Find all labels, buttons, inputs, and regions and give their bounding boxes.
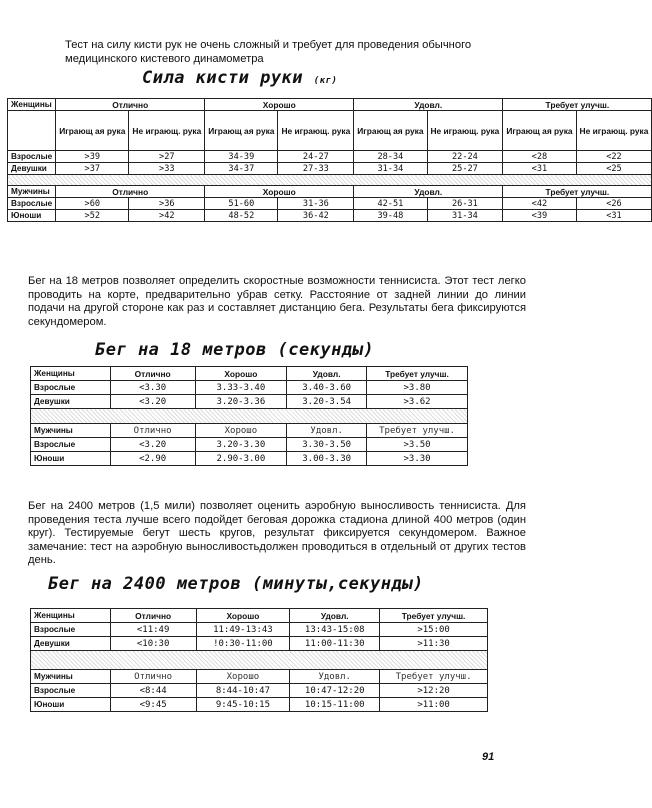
cell: 11:49-13:43 bbox=[196, 623, 290, 637]
grip-title-text: Сила кисти руки bbox=[142, 68, 304, 88]
row-label: Девушки bbox=[31, 637, 111, 651]
table-row bbox=[8, 198, 652, 210]
header-cell: Хорошо bbox=[195, 424, 287, 438]
cell: <3.20 bbox=[110, 438, 195, 452]
cell: 42-51 bbox=[354, 198, 427, 210]
page-number: 91 bbox=[482, 751, 495, 763]
table-row bbox=[31, 438, 468, 452]
header-cell: Женщины bbox=[31, 367, 111, 381]
cell: 9:45-10:15 bbox=[196, 698, 290, 712]
cell: 8:44-10:47 bbox=[196, 684, 290, 698]
table-row bbox=[31, 452, 468, 466]
cell: <42 bbox=[503, 198, 576, 210]
cell: >39 bbox=[56, 151, 129, 163]
cell: 3.20-3.54 bbox=[287, 395, 367, 409]
cell: <8:44 bbox=[110, 684, 196, 698]
cell: 10:15-11:00 bbox=[290, 698, 380, 712]
row-label: Взрослые bbox=[31, 438, 111, 452]
row-label: Взрослые bbox=[8, 198, 56, 210]
row-label: Юноши bbox=[31, 698, 111, 712]
header-cell: Хорошо bbox=[196, 609, 290, 623]
cell: >52 bbox=[56, 210, 129, 222]
cell: <3.20 bbox=[110, 395, 195, 409]
cell: <9:45 bbox=[110, 698, 196, 712]
intro-paragraph: Тест на силу кисти рук не очень сложный и требует для проведения обычного медицинского кистевого динамометра bbox=[65, 39, 472, 65]
grip-title bbox=[142, 68, 337, 88]
cell: 24-27 bbox=[278, 151, 354, 163]
header-cell: Мужчины bbox=[31, 424, 111, 438]
row-label: Девушки bbox=[31, 395, 111, 409]
run2400-title: Бег на 2400 метров (минуты,секунды) bbox=[48, 574, 424, 594]
cell: 31-34 bbox=[354, 163, 427, 175]
cell: >11:30 bbox=[380, 637, 488, 651]
grip-sub-6: Играющ ая рука bbox=[503, 111, 576, 151]
header-cell: Отлично bbox=[110, 609, 196, 623]
table-row bbox=[31, 623, 488, 637]
row-label: Взрослые bbox=[8, 151, 56, 163]
cell: >42 bbox=[129, 210, 205, 222]
cell: 3.20-3.30 bbox=[195, 438, 287, 452]
cell: 2.90-3.00 bbox=[195, 452, 287, 466]
cell: 31-34 bbox=[427, 210, 503, 222]
cell: 39-48 bbox=[354, 210, 427, 222]
cell: <22 bbox=[576, 151, 652, 163]
table-row bbox=[8, 163, 652, 175]
header-cell: Отлично bbox=[110, 424, 195, 438]
header-cell: Удовл. bbox=[287, 424, 367, 438]
grip-w-header-0: Отлично bbox=[56, 99, 205, 111]
header-cell: Удовл. bbox=[290, 609, 380, 623]
grip-w-header-3: Требует улучш. bbox=[503, 99, 652, 111]
cell: <10:30 bbox=[110, 637, 196, 651]
cell: 25-27 bbox=[427, 163, 503, 175]
cell: <31 bbox=[576, 210, 652, 222]
grip-sub-0: Играющ ая рука bbox=[56, 111, 129, 151]
grip-w-header-2: Удовл. bbox=[354, 99, 503, 111]
cell: 26-31 bbox=[427, 198, 503, 210]
header-cell: Требует улучш. bbox=[380, 609, 488, 623]
cell: 3.00-3.30 bbox=[287, 452, 367, 466]
cell: >60 bbox=[56, 198, 129, 210]
cell: 22-24 bbox=[427, 151, 503, 163]
header-cell: Отлично bbox=[110, 367, 195, 381]
header-cell: Отлично bbox=[110, 670, 196, 684]
header-cell: Требует улучш. bbox=[367, 424, 468, 438]
cell: 3.40-3.60 bbox=[287, 381, 367, 395]
row-label: Юноши bbox=[8, 210, 56, 222]
grip-table bbox=[7, 98, 652, 222]
cell: >37 bbox=[56, 163, 129, 175]
cell: 11:00-11:30 bbox=[290, 637, 380, 651]
header-cell: Мужчины bbox=[31, 670, 111, 684]
cell: 31-36 bbox=[278, 198, 354, 210]
table-row bbox=[31, 637, 488, 651]
cell: <31 bbox=[503, 163, 576, 175]
grip-unit: (кг) bbox=[313, 76, 338, 86]
cell: 51-60 bbox=[205, 198, 278, 210]
grip-m-header-1: Хорошо bbox=[205, 186, 354, 198]
cell: 34-39 bbox=[205, 151, 278, 163]
grip-m-header-3: Требует улучш. bbox=[503, 186, 652, 198]
cell: <2.90 bbox=[110, 452, 195, 466]
table-row bbox=[8, 151, 652, 163]
cell: >3.80 bbox=[367, 381, 468, 395]
cell: 36-42 bbox=[278, 210, 354, 222]
grip-sub-7: Не играющ. рука bbox=[576, 111, 652, 151]
cell: 28-34 bbox=[354, 151, 427, 163]
cell: 27-33 bbox=[278, 163, 354, 175]
cell: !0:30-11:00 bbox=[196, 637, 290, 651]
paragraph-run2400: Бег на 2400 метров (1,5 мили) позволяет оценить аэробную выносливость теннисиста. Для проведения теста лучше всего подойдет беговая дорожка стадиона длиной 400 метров (один круг). Тестируемые бегут шесть кругов, результат фиксируется секундомером. Важное замечание: тест на аэробную выносливостьдолжен проводиться в отдельный от других тестов день. bbox=[28, 500, 526, 567]
cell: 3.33-3.40 bbox=[195, 381, 287, 395]
cell: <3.30 bbox=[110, 381, 195, 395]
header-cell: Требует улучш. bbox=[380, 670, 488, 684]
cell: 13:43-15:08 bbox=[290, 623, 380, 637]
grip-m-header-0: Отлично bbox=[56, 186, 205, 198]
paragraph-run18: Бег на 18 метров позволяет определить скоростные возможности теннисиста. Этот тест легко проводить на корте, предварительно убрав сетку. Расстояние от задней линии до линии подачи на другой стороне как раз и составляет дистанцию бега. Результаты бега фиксируются секундомером. bbox=[28, 275, 526, 328]
cell: 34-37 bbox=[205, 163, 278, 175]
row-label: Взрослые bbox=[31, 684, 111, 698]
table-row bbox=[31, 698, 488, 712]
table-row bbox=[8, 210, 652, 222]
cell: >3.62 bbox=[367, 395, 468, 409]
row-label: Юноши bbox=[31, 452, 111, 466]
cell: <39 bbox=[503, 210, 576, 222]
table-row bbox=[31, 395, 468, 409]
header-cell: Женщины bbox=[31, 609, 111, 623]
cell: <28 bbox=[503, 151, 576, 163]
cell: >3.50 bbox=[367, 438, 468, 452]
grip-men-label: Мужчины bbox=[8, 186, 56, 198]
row-label: Взрослые bbox=[31, 381, 111, 395]
grip-sub-1: Не играющ. рука bbox=[129, 111, 205, 151]
run18-title: Бег на 18 метров (секунды) bbox=[95, 340, 375, 360]
cell: >27 bbox=[129, 151, 205, 163]
cell: 3.30-3.50 bbox=[287, 438, 367, 452]
grip-women-label: Женщины bbox=[8, 99, 56, 111]
cell: <25 bbox=[576, 163, 652, 175]
header-cell: Хорошо bbox=[195, 367, 287, 381]
row-label: Взрослые bbox=[31, 623, 111, 637]
cell: 10:47-12:20 bbox=[290, 684, 380, 698]
table-row bbox=[31, 381, 468, 395]
grip-m-header-2: Удовл. bbox=[354, 186, 503, 198]
cell: >12:20 bbox=[380, 684, 488, 698]
cell: >33 bbox=[129, 163, 205, 175]
cell: 48-52 bbox=[205, 210, 278, 222]
cell: <11:49 bbox=[110, 623, 196, 637]
run2400-table bbox=[30, 608, 488, 712]
cell: >3.30 bbox=[367, 452, 468, 466]
header-cell: Хорошо bbox=[196, 670, 290, 684]
cell: >36 bbox=[129, 198, 205, 210]
header-cell: Удовл. bbox=[287, 367, 367, 381]
cell: >11:00 bbox=[380, 698, 488, 712]
table-row bbox=[31, 684, 488, 698]
grip-sub-4: Играющ ая рука bbox=[354, 111, 427, 151]
row-label: Девушки bbox=[8, 163, 56, 175]
grip-sub-3: Не играющ. рука bbox=[278, 111, 354, 151]
grip-w-header-1: Хорошо bbox=[205, 99, 354, 111]
cell: 3.20-3.36 bbox=[195, 395, 287, 409]
header-cell: Требует улучш. bbox=[367, 367, 468, 381]
run18-table bbox=[30, 366, 468, 466]
header-cell: Удовл. bbox=[290, 670, 380, 684]
cell: <26 bbox=[576, 198, 652, 210]
cell: >15:00 bbox=[380, 623, 488, 637]
grip-sub-2: Играющ ая рука bbox=[205, 111, 278, 151]
grip-sub-5: Не играющ. рука bbox=[427, 111, 503, 151]
